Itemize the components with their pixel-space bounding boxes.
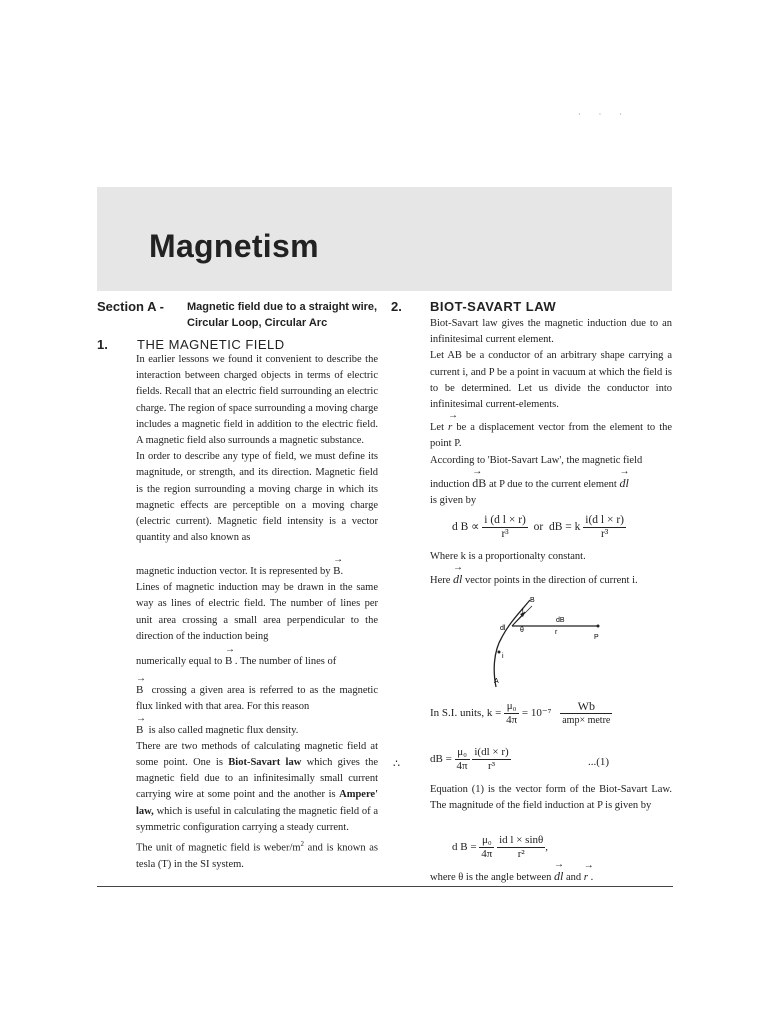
paragraph: In earlier lessons we found it convenient to describe the interaction between charged objects in terms of electric fields. Recall that an electric field surrounding an electric charge. The region of space surrounding a moving charge includes a magnetic field in addition to the electric field. A magnetic field also surrounds a magnetic substance. xyxy=(136,354,378,447)
left-column-text-2 xyxy=(136,563,378,873)
heading-2-title: BIOT-SAVART LAW xyxy=(430,299,557,314)
paragraph: numerically equal to → B . The number of lines of xyxy=(136,653,378,670)
right-column-text xyxy=(430,316,672,509)
fraction: $\frac{i(dl \times r)}{\text{r³}}$ xyxy=(474,746,509,772)
figure-label-r: r xyxy=(555,629,558,636)
fraction: $\frac{\text{μ₀}}{4\pi}$ xyxy=(481,834,493,860)
running-header-marks: · · · xyxy=(578,110,630,119)
vector-B: → B xyxy=(225,653,232,669)
figure-label-dl: dl xyxy=(500,625,506,632)
fraction: $\frac{\text{id l × sinθ}}{\text{r²}}$ xyxy=(499,834,544,860)
section-label: Section A - xyxy=(97,299,164,314)
paragraph: magnetic induction vector. It is represented by → B. xyxy=(136,563,378,580)
current-dot xyxy=(498,651,501,654)
equation-magnitude: d B = $\frac{\text{μ₀}}{4\pi}$ $\frac{\text{id l × sinθ}}{\text{r²}}$ , xyxy=(452,834,549,860)
figure-label-theta: θ xyxy=(520,627,524,634)
paragraph: Equation (1) is the vector form of the Biot-Savart Law. The magnitude of the field induction at P is given by xyxy=(430,784,672,812)
paragraph: Lines of magnetic induction may be drawn in the same way as lines of electric field. The number of lines per unit area crossing a small area perpendicular to the direction of the induction being xyxy=(136,582,378,642)
vector-dB: → dB xyxy=(472,475,486,491)
vector-r: → r xyxy=(448,419,452,435)
fraction: $\frac{\text{μ₀}}{4\pi}$ xyxy=(456,746,468,772)
paragraph: Biot-Savart law gives the magnetic induction due to an infinitesimal current element. xyxy=(430,318,672,346)
paragraph: According to 'Biot-Savart Law', the magnetic field xyxy=(430,454,643,466)
paragraph: Where k is a proportionalty constant. xyxy=(430,551,586,562)
vector-dl: → dl xyxy=(619,475,628,491)
equation-proportional: d B ∝ $\frac{\text{i (d l × r)}}{\text{r³}}$ or dB = k $\frac{\text{i(d l × r)}}{\text{r³}}$ xyxy=(452,514,625,540)
paragraph: → B crossing a given area is referred to as the magnetic flux linked with that area. For this reason xyxy=(136,682,378,715)
heading-2-number: 2. xyxy=(391,299,402,314)
fraction: $\frac{\text{μ₀}}{4\pi}$ xyxy=(506,700,518,726)
paragraph: The unit of magnetic field is weber/$m^2$ and is known as tesla (T) in the SI system. xyxy=(136,840,379,870)
equation-1: dB = $\frac{\text{μ₀}}{4\pi}$ $\frac{i(dl \times r)}{\text{r³}}$ xyxy=(430,746,509,772)
term-ampere: Ampere' law, xyxy=(136,789,379,817)
term-biot-savart: Biot-Savart law xyxy=(228,757,302,769)
fraction: $\frac{\text{i (d l × r)}}{\text{r³}}$ xyxy=(484,514,526,540)
figure-label-i: i xyxy=(502,653,504,660)
section-description: Magnetic field due to a straight wire, Circular Loop, Circular Arc xyxy=(187,301,378,329)
paragraph: There are two methods of calculating magnetic field at some point. One is Biot-Savart law which gives the magnetic field due to an infinitesimally small current carrying wire at some point and the another is Ampere' law, which is useful in calculating the magnetic field of a symmetric configuration carrying a steady current. xyxy=(136,740,379,833)
paragraph: → B is also called magnetic flux density. xyxy=(136,722,378,739)
chapter-title: Magnetism xyxy=(149,228,319,264)
paragraph: In order to describe any type of field, we must define its magnitude, or strength, and its direction. Magnetic field is the region surrounding a moving charge in which its magnetic effects are perceptible on a moving charge (electric current). Magnetic field intensity is a vector quantity and also known as xyxy=(136,451,378,544)
paragraph: is given by xyxy=(430,495,477,507)
figure-label-B: B xyxy=(530,597,535,604)
equation-k-value: In S.I. units, k = $\frac{\text{μ₀}}{4\pi}$ = 10⁻⁷ $\frac{Wb}{\text{amp× metre}}$ xyxy=(430,699,611,726)
heading-1-number: 1. xyxy=(97,337,108,352)
heading-1-title: THE MAGNETIC FIELD xyxy=(137,337,285,352)
right-column-text-3 xyxy=(430,782,672,814)
fraction: $\frac{Wb}{\text{amp× metre}}$ xyxy=(562,699,611,726)
vector-B: → B xyxy=(136,682,143,698)
figure-label-dB: dB xyxy=(556,617,565,624)
vector-B: → B xyxy=(333,563,340,579)
vector-B: → B xyxy=(136,722,143,738)
fraction: $\frac{\text{i(d l × r)}}{\text{r³}}$ xyxy=(585,514,625,540)
figure-label-P: P xyxy=(594,634,599,641)
biot-savart-figure xyxy=(480,592,600,692)
figure-label-l: l xyxy=(522,609,524,616)
bottom-rule xyxy=(97,886,673,887)
vector-dl: → dl xyxy=(554,868,563,884)
figure-label-A: A xyxy=(494,678,499,685)
equation-tag: ...(1) xyxy=(588,756,610,768)
point-P xyxy=(597,625,600,628)
paragraph: induction → dB at P due to the current element → dl xyxy=(430,475,672,493)
therefore-symbol: ∴ xyxy=(393,758,400,770)
right-column-last-line: where θ is the angle between → dl and → r . xyxy=(430,868,672,886)
vector-dl: → dl xyxy=(453,571,462,587)
paragraph: Let → r be a displacement vector from the element to the point P. xyxy=(430,419,672,452)
paragraph: Let AB be a conductor of an arbitrary shape carrying a current i, and P be a point in vacuum at which the field is to be determined. Let us divide the conductor into infinitesimal current-elements. xyxy=(430,350,672,411)
left-column-text xyxy=(136,352,378,546)
paragraph: Here → dl vector points in the direction of current i. xyxy=(430,571,672,589)
vector-r: → r xyxy=(584,869,588,885)
right-column-text-2 xyxy=(430,549,672,589)
